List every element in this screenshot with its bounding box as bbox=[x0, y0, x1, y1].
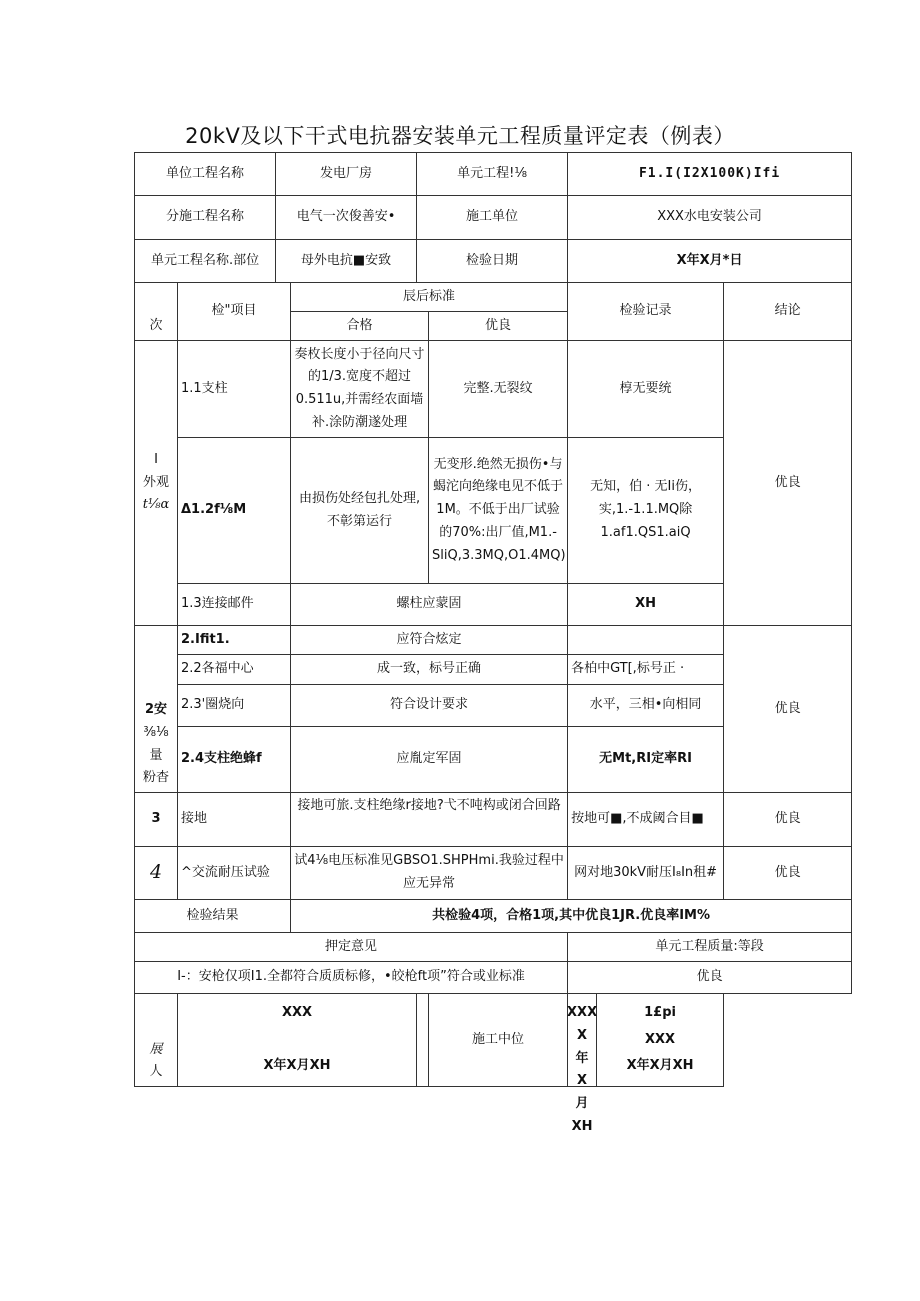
header-item: 检"项目 bbox=[178, 283, 291, 341]
item-1-3-record: XH bbox=[568, 584, 724, 626]
item-2-3: 2.3'圈烧向 bbox=[178, 685, 291, 727]
sig-right-label: 1£pi bbox=[644, 1005, 676, 1020]
item-2-1-standard: 应符合炫定 bbox=[291, 626, 568, 655]
unit-project-label: 单位工程名称 bbox=[135, 153, 276, 196]
sub-project-label: 分施工程名称 bbox=[135, 196, 276, 240]
unit-name-value: 母外电抗■安致 bbox=[276, 240, 417, 283]
quality-assessment-table bbox=[134, 152, 852, 1134]
sig-left-name: XXX bbox=[281, 1005, 313, 1020]
result-label: 检验结果 bbox=[135, 900, 291, 933]
unit-project-value: 发电厂房 bbox=[276, 153, 417, 196]
group1-label-line1: I bbox=[154, 451, 158, 467]
sig-left-label-line1: 展 bbox=[149, 1041, 163, 1057]
row3-standard: 接地可旅.支柱绝缘r接地?弋不吨构或闭合回路 bbox=[291, 793, 568, 847]
opinion-label: 押定意见 bbox=[135, 933, 568, 962]
item-1-3-standard: 螺柱应蒙固 bbox=[291, 584, 568, 626]
header-standard: 辰后标准 bbox=[291, 283, 568, 312]
sig-right-date: X年X月XH bbox=[626, 1058, 694, 1074]
opinion-row bbox=[135, 962, 852, 994]
unit-code-value: F1.I(I2X100K)Ifi bbox=[568, 153, 852, 196]
signature-row bbox=[135, 994, 852, 1087]
row3-item: 接地 bbox=[178, 793, 291, 847]
group1-conclusion: 优良 bbox=[724, 341, 852, 626]
item-1-2-record: 无知，伯 · 无Ii伤，实,1.-1.1.MQ除1.af1.QS1.aiQ bbox=[568, 438, 724, 584]
sig-mid-name: XXX bbox=[567, 1005, 598, 1020]
group1-label-line2: 外观 bbox=[142, 474, 169, 490]
item-2-4-record: 无Mt,RI定率RI bbox=[568, 727, 724, 793]
item-2-2: 2.2各福中心 bbox=[178, 655, 291, 685]
table-row bbox=[135, 341, 852, 438]
item-2-4-standard: 应胤定军固 bbox=[291, 727, 568, 793]
item-1-2: Δ1.2f⅛M bbox=[178, 438, 291, 584]
contractor-label: 施工单位 bbox=[417, 196, 568, 240]
header-record: 检验记录 bbox=[568, 283, 724, 341]
sig-left-date: X年X月XH bbox=[263, 1058, 331, 1074]
item-2-2-record: 各柏中GT[,标号正 · bbox=[568, 655, 724, 685]
opinion-header-row bbox=[135, 933, 852, 962]
sig-left-label-line2: 人 bbox=[149, 1064, 163, 1080]
item-2-3-standard: 符合设计要求 bbox=[291, 685, 568, 727]
sig-mid-cell bbox=[567, 994, 598, 1134]
header-excellent: 优良 bbox=[429, 312, 568, 341]
item-1-1-excellent: 完整.无裂纹 bbox=[429, 341, 568, 438]
item-2-1: 2.Ifit1. bbox=[178, 626, 291, 655]
opinion-text: I-：安枪仅项I1.全都符合质质标修，•皎枪ft项”符合或业标准 bbox=[135, 962, 568, 994]
row3-seq: 3 bbox=[135, 793, 178, 847]
row4-item: ^交流耐压试验 bbox=[178, 847, 291, 900]
header-row-1 bbox=[135, 283, 852, 312]
row4-standard: 试4⅛电压标准见GBSO1.SHPHmi.我验过程中应无异常 bbox=[291, 847, 568, 900]
header-qualified: 合格 bbox=[291, 312, 429, 341]
info-row-2 bbox=[135, 196, 852, 240]
item-1-3: 1.3连接邮件 bbox=[178, 584, 291, 626]
table-row bbox=[135, 793, 852, 847]
group1-label-line3: t⅛α bbox=[142, 497, 170, 513]
inspect-date-label: 检验日期 bbox=[417, 240, 568, 283]
result-value: 共检验4项，合格1项,其中优良1JR.优良率IM% bbox=[291, 900, 852, 933]
row3-conclusion: 优良 bbox=[724, 793, 852, 847]
row3-record: 按地可■,不成阈合目■ bbox=[568, 793, 724, 847]
item-1-2-qualified: 由损伤处经包扎处理,不彰第运行 bbox=[291, 438, 429, 584]
unit-name-label: 单元工程名称.部位 bbox=[135, 240, 276, 283]
item-2-3-record: 水平，三相•向相同 bbox=[568, 685, 724, 727]
item-1-1: 1.1支柱 bbox=[178, 341, 291, 438]
info-row-3 bbox=[135, 240, 852, 283]
item-1-2-excellent: 无变形.绝然无损伤•与蝎沱向绝缘电见不低于1M。不低于出厂试验的70%:出厂值,M1.-SliQ,3.3MQ,O1.4MQ) bbox=[429, 438, 568, 584]
table-row bbox=[135, 847, 852, 900]
sig-right-cell bbox=[597, 994, 724, 1087]
sig-mid-label-spacer bbox=[417, 994, 429, 1087]
sig-mid-date: X年X月XH bbox=[571, 1027, 593, 1134]
group2-label bbox=[135, 626, 178, 793]
item-1-1-record: 椁无要统 bbox=[568, 341, 724, 438]
grade-value: 优良 bbox=[568, 962, 852, 994]
row4-record: 网对地30kV耐压I₈In租# bbox=[568, 847, 724, 900]
header-seq: 次 bbox=[135, 283, 178, 341]
item-1-1-qualified: 奏枚长度小于径向尺寸的1/3.宽度不超过0.511u,并需经农面墙补.涂防潮遂处理 bbox=[291, 341, 429, 438]
sub-project-value: 电气一次俊善安• bbox=[276, 196, 417, 240]
header-conclusion: 结论 bbox=[724, 283, 852, 341]
info-row-1 bbox=[135, 153, 852, 196]
inspect-date-value: X年X月*日 bbox=[568, 240, 852, 283]
table-row bbox=[135, 626, 852, 655]
group1-label bbox=[135, 341, 178, 626]
sig-mid-label: 施工中位 bbox=[429, 994, 568, 1087]
unit-code-label: 单元工程!⅛ bbox=[417, 153, 568, 196]
group2-label-line1: 2安 bbox=[144, 702, 168, 717]
row4-seq: 4 bbox=[135, 847, 178, 900]
item-2-2-standard: 成一致，标号正确 bbox=[291, 655, 568, 685]
contractor-value: XXX水电安装公司 bbox=[568, 196, 852, 240]
item-2-1-record bbox=[568, 626, 724, 655]
page-title: 20kV及以下干式电抗器安装单元工程质量评定表（例表） bbox=[185, 124, 735, 148]
group2-label-line3: 粉杳 bbox=[142, 770, 169, 786]
result-row bbox=[135, 900, 852, 933]
item-2-4: 2.4支柱绝蜂f bbox=[178, 727, 291, 793]
group2-conclusion: 优良 bbox=[724, 626, 852, 793]
sig-right-name: XXX bbox=[645, 1031, 676, 1047]
row4-conclusion: 优良 bbox=[724, 847, 852, 900]
sig-left-label bbox=[135, 994, 178, 1087]
group2-label-line2: ⅜⅛量 bbox=[143, 724, 169, 763]
grade-label: 单元工程质量:等段 bbox=[568, 933, 852, 962]
sig-left-cell bbox=[178, 994, 417, 1087]
